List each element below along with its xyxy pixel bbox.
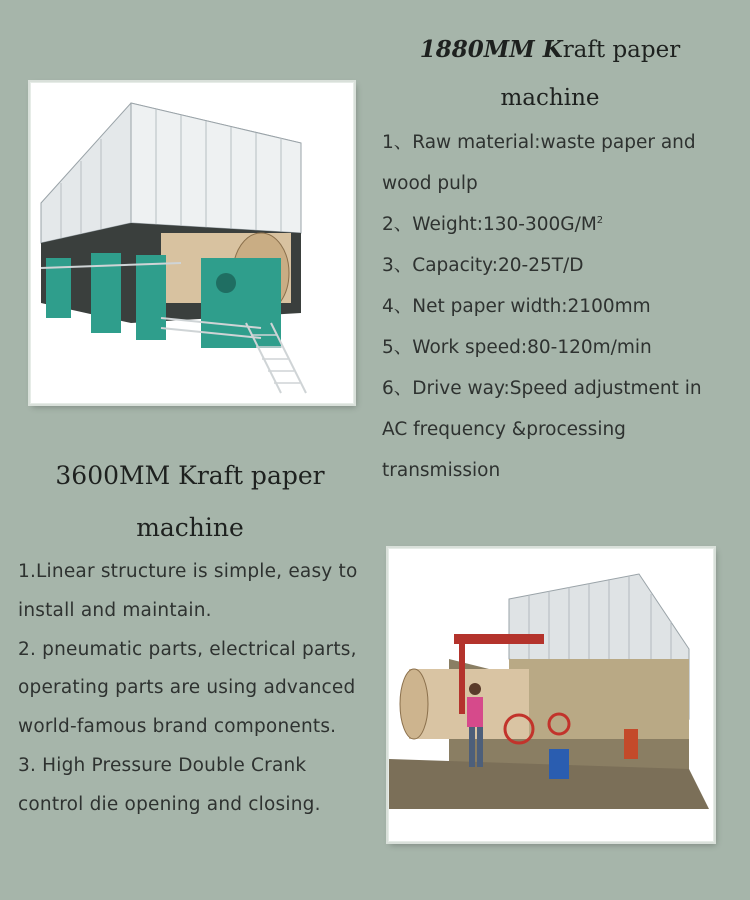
spec-item xyxy=(382,204,732,245)
section2-title-line2: machine xyxy=(136,513,244,542)
spec-weight-superscript: 2 xyxy=(596,214,604,226)
feature-item: 1.Linear structure is simple, easy to install and maintain. xyxy=(18,561,358,621)
section1-title-rest: raft paper xyxy=(562,37,681,63)
machine-photo-3600mm xyxy=(388,548,714,842)
machine-illustration-3600mm xyxy=(389,549,713,841)
spec-item: 1、Raw material:waste paper and wood pulp xyxy=(382,132,696,194)
machine-illustration-1880mm xyxy=(31,83,353,403)
feature-item: 2. pneumatic parts, electrical parts, operating parts are using advanced world-famous brand components. xyxy=(18,638,357,738)
machine-photo-1880mm xyxy=(30,82,354,404)
spec-item: 5、Work speed:80-120m/min xyxy=(382,337,652,358)
spec-item: 4、Net paper width:2100mm xyxy=(382,296,651,317)
section1-title xyxy=(395,26,705,122)
spec-item: 3、Capacity:20-25T/D xyxy=(382,255,584,276)
spec-weight-text: 2、Weight:130-300G/M xyxy=(382,214,597,235)
feature-item: 3. High Pressure Double Crank control die opening and closing. xyxy=(18,754,321,815)
section2-title-line1: 3600MM Kraft paper xyxy=(55,461,325,490)
section1-title-prefix: 1880MM K xyxy=(419,36,563,63)
section1-title-line2: machine xyxy=(500,85,600,111)
section1-spec-list xyxy=(382,122,732,491)
section2-feature-list xyxy=(18,553,368,825)
spec-item: 6、Drive way:Speed adjustment in AC frequency &processing transmission xyxy=(382,378,702,481)
section2-title xyxy=(14,450,366,554)
